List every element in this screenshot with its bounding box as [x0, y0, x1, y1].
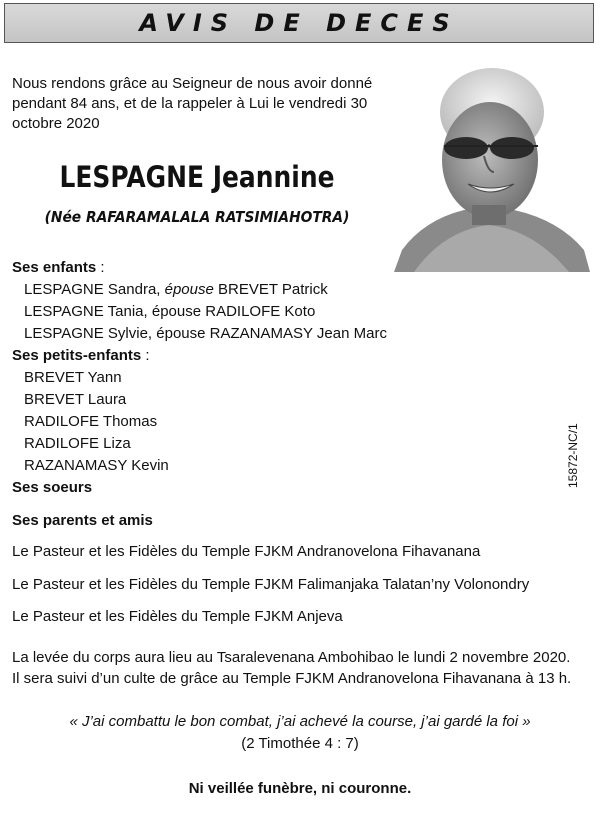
service-line: Il sera suivi d’un culte de grâce au Temple FJKM Andranovelona Fihavanana à 13 h. — [12, 670, 572, 687]
temple-line: Le Pasteur et les Fidèles du Temple FJKM Falimanjaka Talatan’ny Volonondry — [12, 576, 530, 593]
children-heading: Ses enfants : — [12, 259, 105, 276]
reference-code: 15872-NC/1 — [566, 423, 580, 488]
grandchild-item: BREVET Yann — [24, 369, 122, 386]
levee-line: La levée du corps aura lieu au Tsaralevenana Ambohibao le lundi 2 novembre 2020. — [12, 649, 571, 666]
child-item: LESPAGNE Tania, épouse RADILOFE Koto — [24, 303, 316, 320]
header-title: AVIS DE DECES — [139, 9, 459, 37]
quote-text: « J’ai combattu le bon combat, j’ai achevé la course, j’ai gardé la foi » — [69, 713, 531, 730]
temple-line: Le Pasteur et les Fidèles du Temple FJKM Anjeva — [12, 608, 343, 625]
deceased-name: LESPAGNE Jeannine — [59, 160, 335, 194]
parents-heading: Ses parents et amis — [12, 512, 153, 529]
header-banner — [4, 3, 594, 43]
grandchild-item: RADILOFE Thomas — [24, 413, 158, 430]
grandchild-item: RAZANAMASY Kevin — [24, 457, 169, 474]
grandchildren-heading: Ses petits-enfants : — [12, 347, 150, 364]
grandchild-item: BREVET Laura — [24, 391, 127, 408]
closing-note: Ni veillée funèbre, ni couronne. — [188, 780, 412, 797]
temple-line: Le Pasteur et les Fidèles du Temple FJKM Andranovelona Fihavanana — [12, 543, 481, 560]
child-item: LESPAGNE Sylvie, épouse RAZANAMASY Jean Marc — [24, 325, 387, 342]
sisters-heading: Ses soeurs — [12, 479, 93, 496]
bible-quote — [0, 711, 600, 755]
children-section — [12, 257, 387, 499]
child-item: LESPAGNE Sandra, épouse BREVET Patrick — [24, 281, 328, 298]
portrait-image — [394, 60, 590, 272]
portrait-photo — [394, 60, 590, 272]
quote-reference: (2 Timothée 4 : 7) — [241, 735, 359, 752]
deceased-maiden-name: (Née RAFARAMALALA RATSIMIAHOTRA) — [44, 208, 350, 226]
intro-text: Nous rendons grâce au Seigneur de nous avoir donné pendant 84 ans, et de la rappeler à Lui le vendredi 30 octobre 2020 — [12, 75, 373, 132]
grandchild-item: RADILOFE Liza — [24, 435, 131, 452]
